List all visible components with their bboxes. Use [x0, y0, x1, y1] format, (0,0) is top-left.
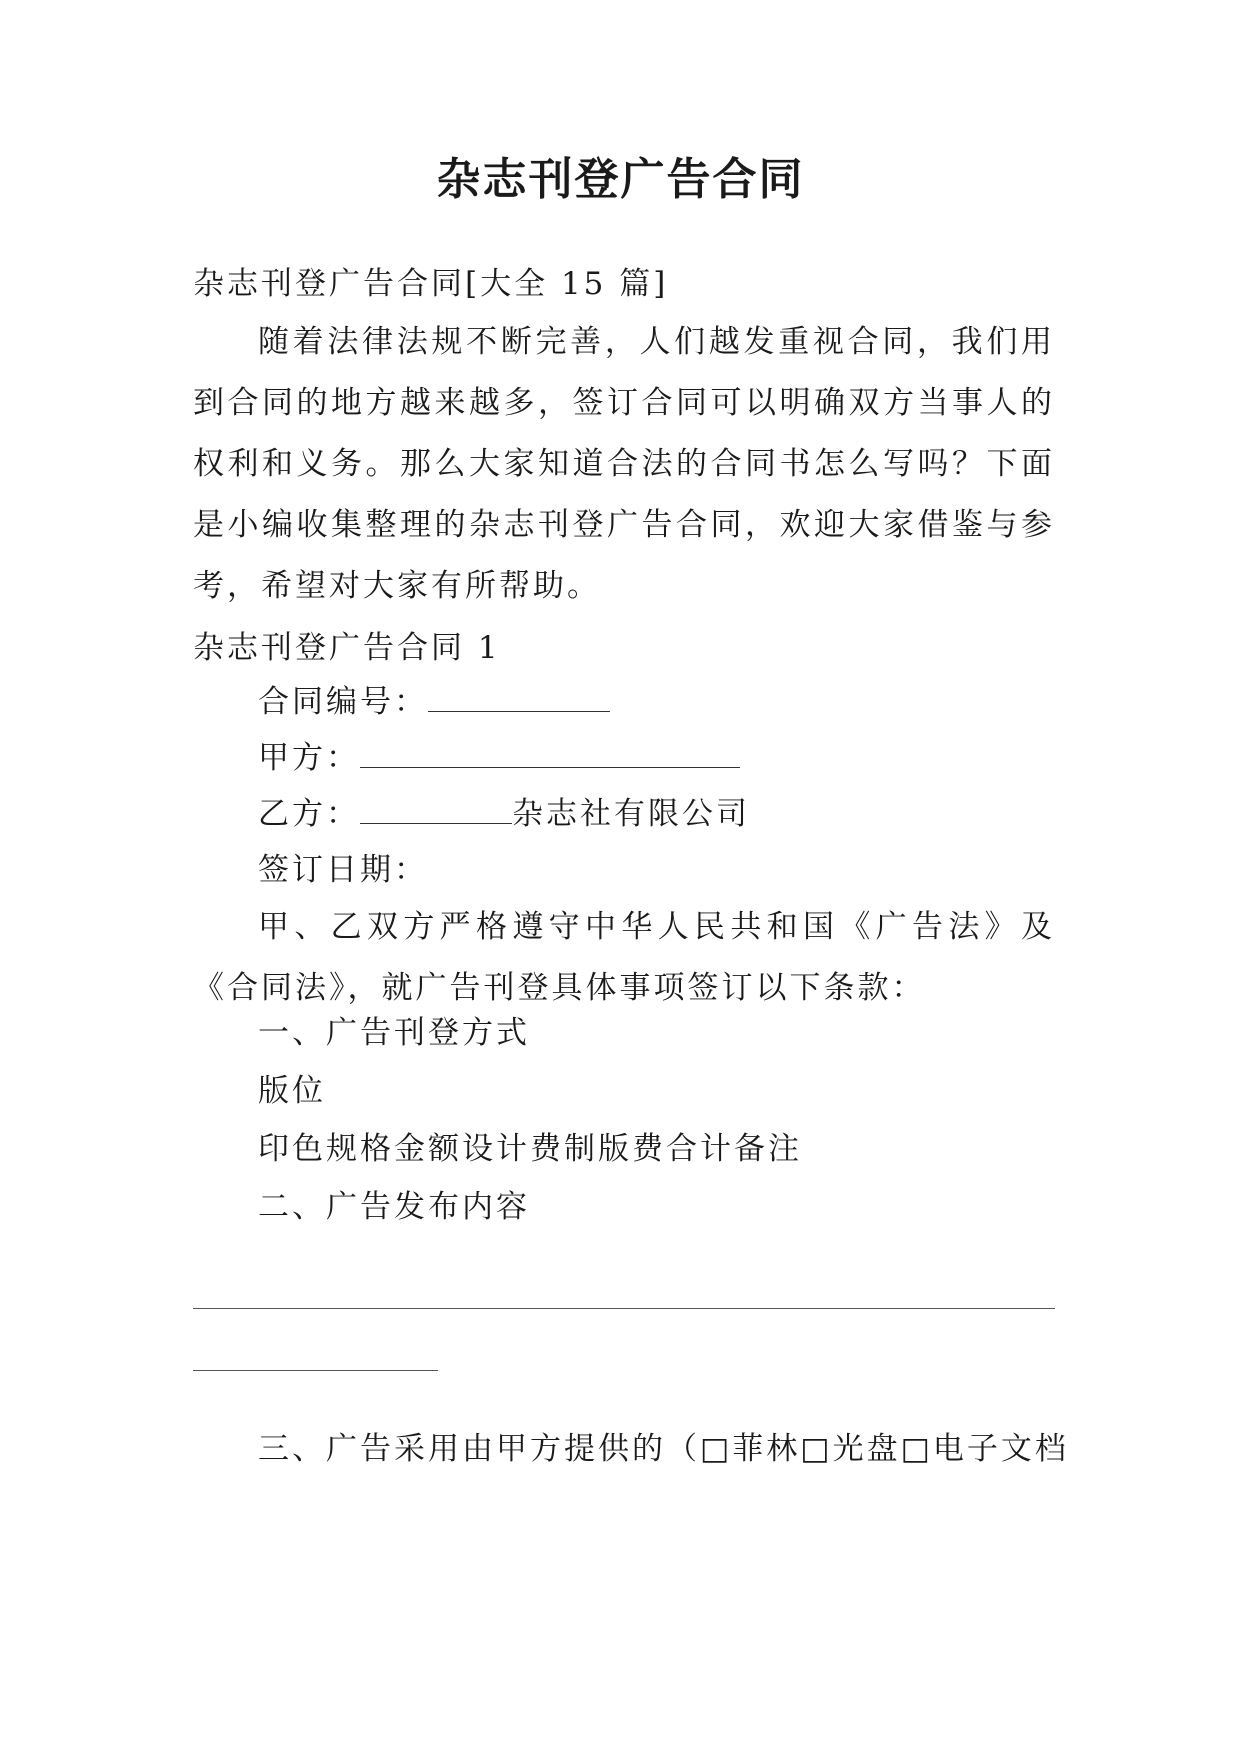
party-b-suffix: 杂志社有限公司 [512, 796, 750, 832]
party-a-label: 甲方： [258, 740, 360, 776]
fee-table-headers: 印色规格金额设计费制版费合计备注 [258, 1131, 802, 1167]
contract-number-blank [428, 683, 610, 712]
clause-1-heading: 一、广告刊登方式 [258, 1015, 530, 1051]
sign-date-field: 签订日期： [258, 852, 428, 888]
content-fill-line-short [193, 1370, 438, 1371]
party-a-field [258, 738, 740, 778]
section-heading: 杂志刊登广告合同 1 [193, 630, 501, 666]
party-b-label: 乙方： [258, 796, 360, 832]
party-a-blank [360, 739, 740, 768]
party-b-blank [360, 795, 512, 824]
contract-number-field [258, 682, 610, 722]
document-subtitle: 杂志刊登广告合同[大全 15 篇] [193, 266, 669, 302]
contract-number-label: 合同编号： [258, 684, 428, 720]
clause-2-heading: 二、广告发布内容 [258, 1189, 530, 1225]
layout-label: 版位 [258, 1073, 326, 1109]
document-title: 杂志刊登广告合同 [436, 154, 805, 205]
terms-intro-paragraph: 甲、乙双方严格遵守中华人民共和国《广告法》及《合同法》，就广告刊登具体事项签订以下条款： [193, 909, 1055, 1006]
clause-3-heading: 三、广告采用由甲方提供的（□菲林□光盘□电子文档 [258, 1431, 1069, 1467]
party-b-field [258, 794, 750, 834]
content-fill-line [193, 1308, 1055, 1309]
intro-paragraph: 随着法律法规不断完善，人们越发重视合同，我们用到合同的地方越来越多，签订合同可以明确双方当事人的权利和义务。那么大家知道合法的合同书怎么写吗？下面是小编收集整理的杂志刊登广告合同，欢迎大家借鉴与参考，希望对大家有所帮助。 [193, 324, 1055, 604]
